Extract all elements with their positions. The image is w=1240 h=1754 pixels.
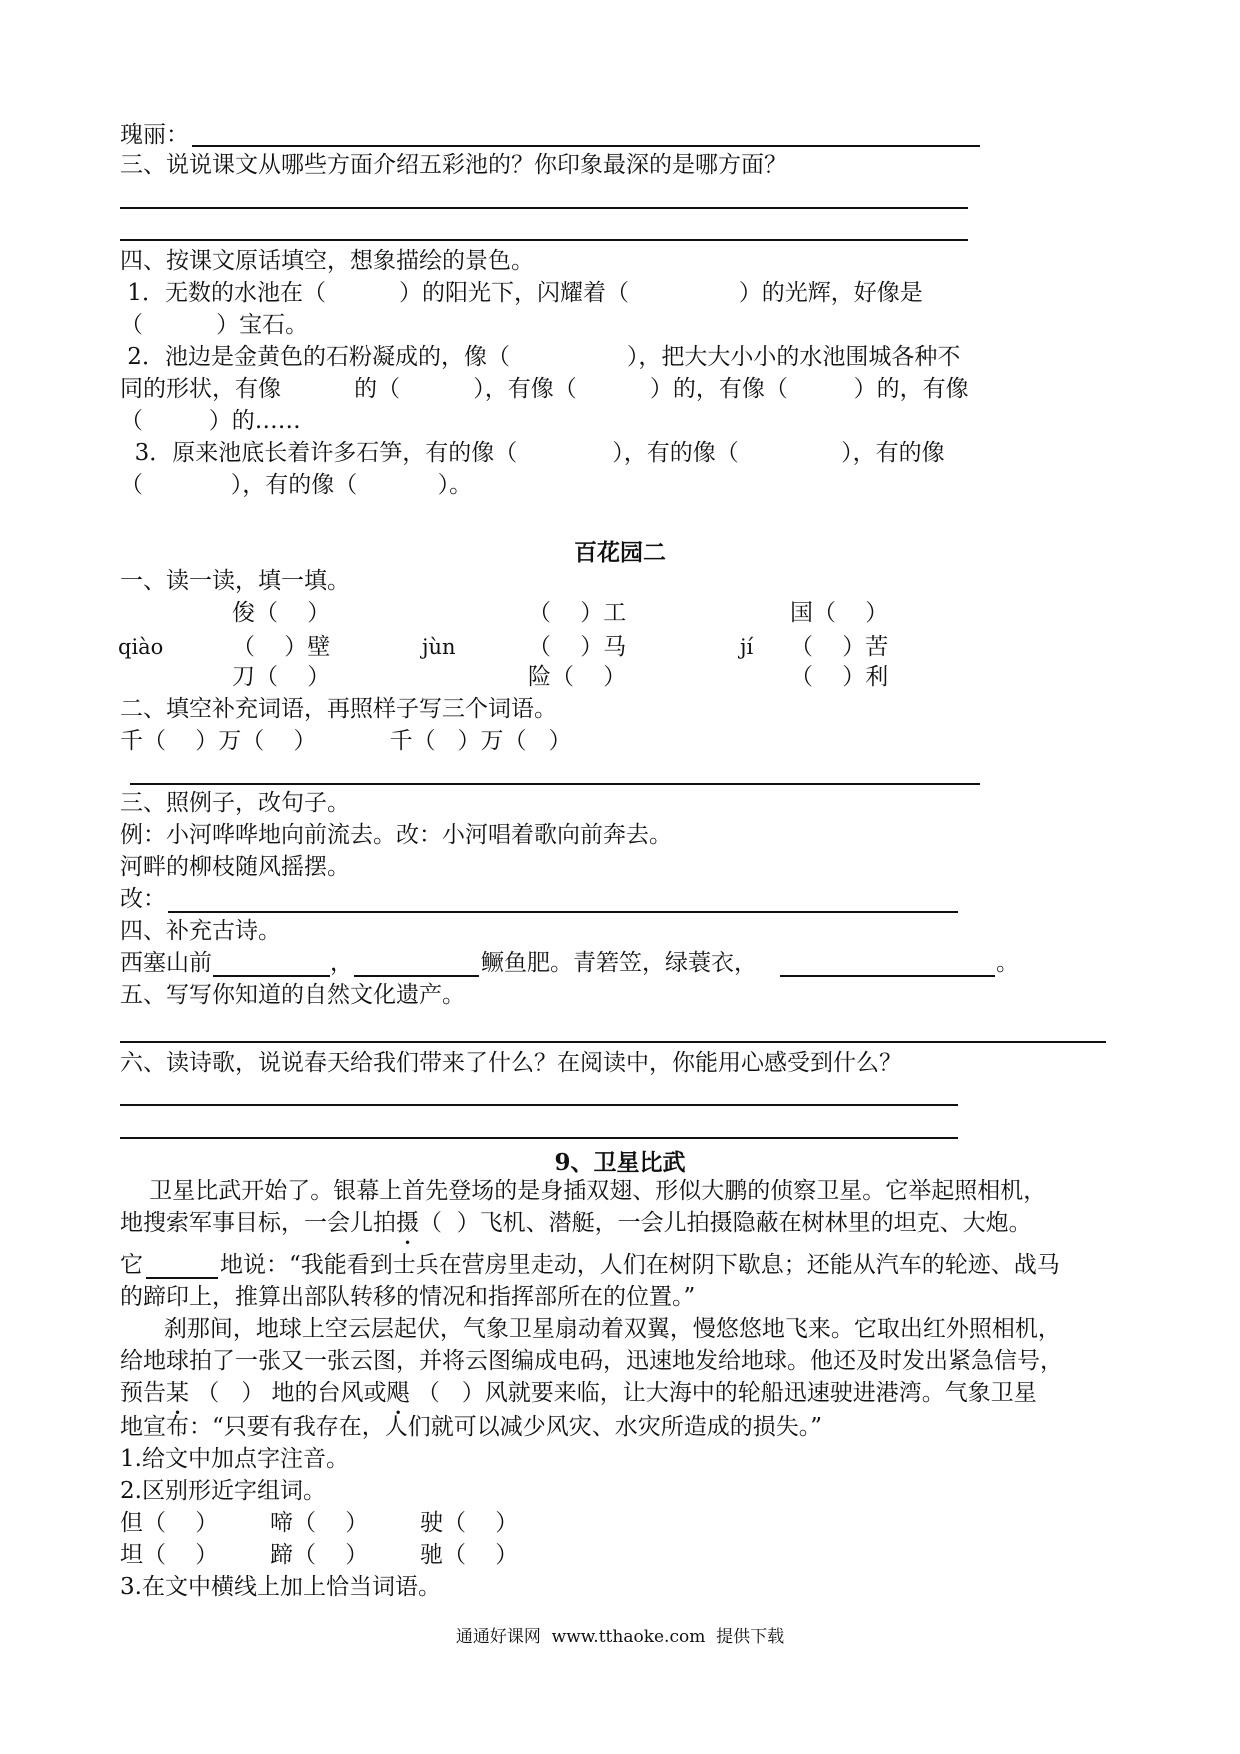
c-word-3: 驶（ ） xyxy=(420,1510,519,1536)
b-row2-col2: （ ）马 xyxy=(528,634,627,660)
b-poem-blank-2[interactable] xyxy=(354,975,479,977)
b-q3-sentence: 河畔的柳枝随风摇摆。 xyxy=(120,854,350,880)
q3-answer-line-1[interactable] xyxy=(120,207,968,209)
question-4: 四、按课文原话填空，想象描绘的景色。 xyxy=(120,248,534,274)
b-pinyin-ji: jí xyxy=(740,635,754,659)
c-dotted-char-mou: 某 xyxy=(166,1380,189,1406)
q4-item-1b: （ ）宝石。 xyxy=(120,312,309,338)
b-row2-col1: （ ）壁 xyxy=(232,634,331,660)
b-q6-answer-line-1[interactable] xyxy=(120,1104,958,1106)
b-poem-part-b: 鳜鱼肥。青箬笠，绿蓑衣， xyxy=(481,950,757,976)
b-row1-col1: 俊（ ） xyxy=(232,600,331,626)
b-poem-end: 。 xyxy=(996,950,1019,976)
b-question-3: 三、照例子，改句子。 xyxy=(120,790,350,816)
b-poem-blank-3[interactable] xyxy=(780,975,995,977)
b-poem-part-a: 西塞山前 xyxy=(120,950,212,976)
q4-item-3a: 3．原来池底长着许多石笋，有的像（ ），有的像（ ），有的像 xyxy=(120,440,945,466)
b-pinyin-jun: jùn xyxy=(422,635,456,659)
c-question-3: 3.在文中横线上加上恰当词语。 xyxy=(120,1574,441,1600)
c-dotted-char-she: 摄 xyxy=(396,1210,419,1236)
c-para2-line4: 地宣布：“只要有我存在，人们就可以减少风灾、水灾所造成的损失。” xyxy=(120,1414,823,1440)
c-para1-line1: 卫星比武开始了。银幕上首先登场的是身插双翅、形似大鹏的侦察卫星。它举起照相机， xyxy=(120,1178,1047,1204)
b-question-6: 六、读诗歌，说说春天给我们带来了什么？在阅读中，你能用心感受到什么？ xyxy=(120,1050,902,1076)
c-word-4: 坦（ ） xyxy=(120,1542,219,1568)
b-question-5: 五、写写你知道的自然文化遗产。 xyxy=(120,982,465,1008)
question-3: 三、说说课文从哪些方面介绍五彩池的？你印象最深的是哪方面？ xyxy=(120,152,787,178)
b-poem-comma: ， xyxy=(330,950,353,976)
c-para2-line2: 给地球拍了一张又一张云图，并将云图编成电码，迅速地发给地球。他还及时发出紧急信号， xyxy=(120,1348,1063,1374)
q4-item-2c: （ ）的…… xyxy=(120,408,301,434)
b-q5-answer-line[interactable] xyxy=(120,1041,1106,1043)
b-q2-fill: 千（ ）万（ ） 千（ ）万（ ） xyxy=(120,728,572,754)
b-q3-answer-line[interactable] xyxy=(168,911,958,913)
b-q2-answer-line[interactable] xyxy=(130,783,980,785)
c-para2-line1: 刹那间，地球上空云层起伏，气象卫星扇动着双翼，慢悠悠地飞来。它取出红外照相机， xyxy=(120,1316,1061,1342)
c-word-1: 但（ ） xyxy=(120,1510,219,1536)
c-blank-shuo[interactable] xyxy=(146,1277,218,1279)
b-question-1: 一、读一读，填一填。 xyxy=(120,568,350,594)
c-para1-line3: 地说：“我能看到士兵在营房里走动，人们在树阴下歇息；还能从汽车的轮迹、战马 xyxy=(220,1252,1060,1278)
c-para1-line3-lead: 它 xyxy=(120,1252,143,1278)
c-para1-line4: 的蹄印上，推算出部队转移的情况和指挥部所在的位置。” xyxy=(120,1284,696,1310)
b-question-4: 四、补充古诗。 xyxy=(120,918,281,944)
q4-item-2b: 同的形状，有像 的（ ），有像（ ）的，有像（ ）的，有像 xyxy=(120,376,969,402)
section-title-weixing: 9、卫星比武 xyxy=(554,1149,686,1176)
b-row1-col2: （ ）工 xyxy=(528,600,627,626)
c-question-1: 1.给文中加点字注音。 xyxy=(120,1446,349,1472)
b-row3-col3: （ ）利 xyxy=(790,664,889,690)
q3-answer-line-2[interactable] xyxy=(120,239,968,241)
meili-answer-line[interactable] xyxy=(192,145,980,147)
b-row2-col3: （ ）苦 xyxy=(790,634,889,660)
b-q3-change-label: 改： xyxy=(120,886,166,912)
q4-item-2a: 2．池边是金黄色的石粉凝成的，像（ ），把大大小小的水池围城各种不 xyxy=(120,344,961,370)
c-question-2: 2.区别形近字组词。 xyxy=(120,1478,326,1504)
b-row3-col2: 险（ ） xyxy=(528,664,627,690)
b-poem-blank-1[interactable] xyxy=(213,975,330,977)
footer-credit: 通通好课网 www.tthaoke.com 提供下载 xyxy=(455,1627,785,1647)
c-para2-line3: 预告某 （ ） 地的台风或飓 （ ）风就要来临，让大海中的轮船迅速驶进港湾。气象卫星 xyxy=(120,1380,1037,1406)
q4-item-3b: （ ），有的像（ ）。 xyxy=(120,472,473,498)
b-pinyin-qiao: qiào xyxy=(118,635,164,659)
meili-label: 瑰丽： xyxy=(120,122,189,148)
c-dotted-char-ju: 飓 xyxy=(386,1380,410,1406)
c-para1-line2: 地搜索军事目标，一会儿拍摄（ ）飞机、潜艇，一会儿拍摄隐蔽在树林里的坦克、大炮。 xyxy=(120,1210,1032,1236)
c-word-5: 蹄（ ） xyxy=(270,1542,369,1568)
b-q3-example: 例：小河哗哗地向前流去。改：小河唱着歌向前奔去。 xyxy=(120,822,672,848)
b-question-2: 二、填空补充词语，再照样子写三个词语。 xyxy=(120,696,557,722)
b-row1-col3: 国（ ） xyxy=(790,600,889,626)
q4-item-1a: 1．无数的水池在（ ）的阳光下，闪耀着（ ）的光辉，好像是 xyxy=(120,280,923,306)
c-word-2: 啼（ ） xyxy=(270,1510,369,1536)
b-row3-col1: 刀（ ） xyxy=(232,664,331,690)
c-word-6: 驰（ ） xyxy=(420,1542,519,1568)
section-title-baihuayuan: 百花园二 xyxy=(574,539,666,566)
b-q6-answer-line-2[interactable] xyxy=(120,1137,958,1139)
